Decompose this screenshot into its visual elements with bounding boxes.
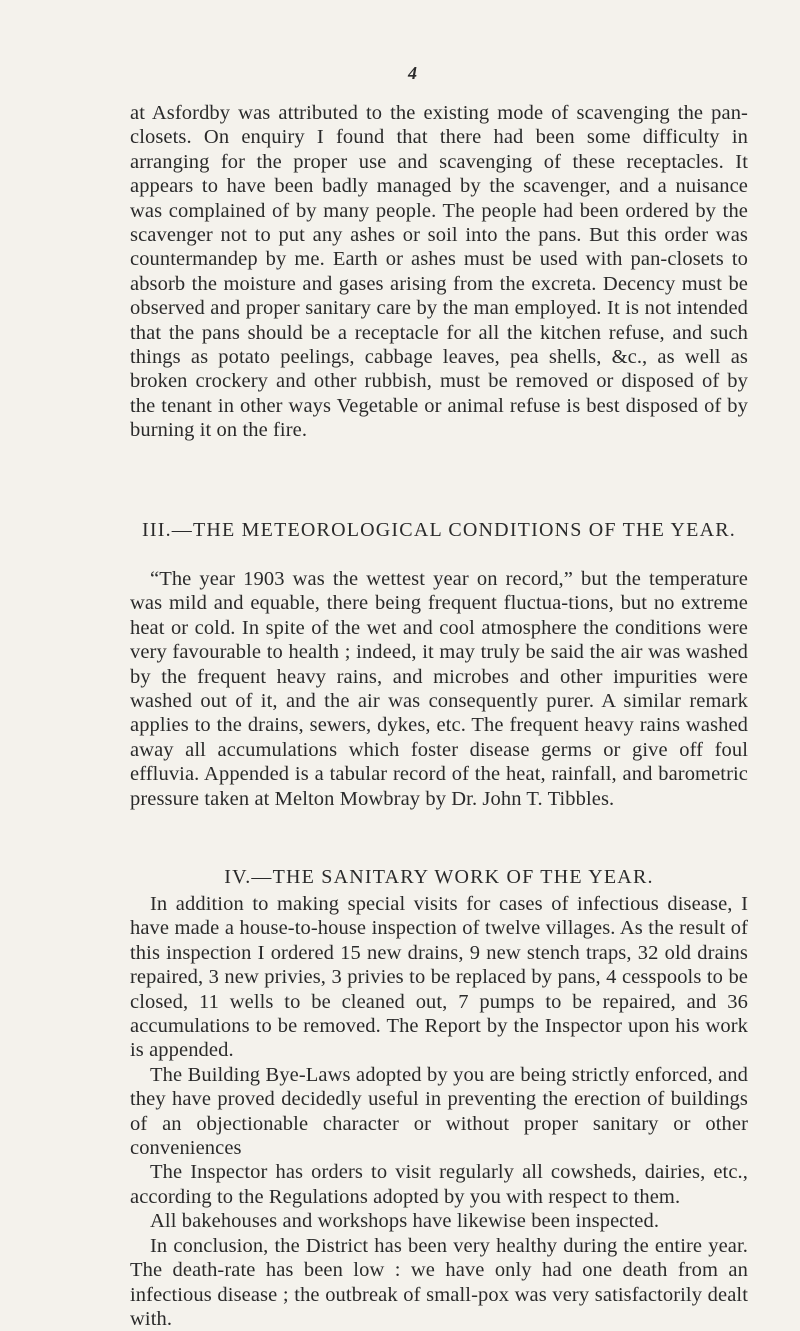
meteorological-section	[130, 567, 748, 811]
intro-paragraph: at Asfordby was attributed to the existing mode of scavenging the pan-closets. On enquiry I found that there had been some difficulty in arranging for the proper use and scavenging of these receptacles. It appears to have been badly managed by the scavenger, and a nuisance was complained of by many people. The people had been ordered by the scavenger not to put any ashes or soil into the pans. But this order was countermandep by me. Earth or ashes must be used with pan-closets to absorb the moisture and gases arising from the excreta. Decency must be observed and proper sanitary care by the man employed. It is not intended that the pans should be a receptacle for all the kitchen refuse, and such things as potato peelings, cabbage leaves, pea shells, &c., as well as broken crockery and other rubbish, must be removed or disposed of by the tenant in other ways Vegetable or animal refuse is best disposed of by burning it on the fire.	[130, 102, 748, 442]
page-number: 4	[408, 63, 417, 83]
sanitary-paragraph-bakehouses: All bakehouses and workshops have likewise been inspected.	[150, 1210, 660, 1233]
sanitary-paragraph-inspection: In addition to making special visits for cases of infectious disease, I have made a house-to-house inspection of twelve villages. As the result of this inspection I ordered 15 new drains, 9 new stench traps, 32 old drains repaired, 3 new privies, 3 privies to be replaced by pans, 4 cesspools to be closed, 11 wells to be cleaned out, 7 pumps to be repaired, and 36 accumulations to be removed. The Report by the Inspector upon his work is appended.	[130, 893, 748, 1062]
intro-section	[130, 101, 748, 443]
meteorological-heading: III.—THE METEOROLOGICAL CONDITIONS OF THE YEAR.	[142, 519, 736, 541]
sanitary-heading: IV.—THE SANITARY WORK OF THE YEAR.	[224, 866, 654, 888]
sanitary-paragraph-bye-laws: The Building Bye-Laws adopted by you are being strictly enforced, and they have proved decidedly useful in preventing the erection of buildings of an objectionable character or without proper sanitary or other conveniences	[130, 1063, 748, 1160]
meteorological-paragraph: “The year 1903 was the wettest year on record,” but the temperature was mild and equable, there being frequent fluctua-tions, but no extreme heat or cold. In spite of the wet and cool atmosphere the conditions were very favourable to health ; indeed, it may truly be said the air was washed by the frequent heavy rains, and microbes and other impurities were washed out of it, and the air was consequently purer. A similar remark applies to the drains, sewers, dykes, etc. The frequent heavy rains washed away all accumulations which foster disease germs or give off foul effluvia. Appended is a tabular record of the heat, rainfall, and barometric pressure taken at Melton Mowbray by Dr. John T. Tibbles.	[130, 568, 748, 810]
sanitary-paragraph-cowsheds: The Inspector has orders to visit regularly all cowsheds, dairies, etc., according to the Regulations adopted by you with respect to them.	[130, 1161, 748, 1208]
sanitary-paragraph-conclusion: In conclusion, the District has been very healthy during the entire year. The death-rate has been low : we have only had one death from an infectious disease ; the outbreak of small-pox was very satisfactorily dealt with.	[130, 1234, 748, 1330]
sanitary-section	[130, 892, 748, 1331]
